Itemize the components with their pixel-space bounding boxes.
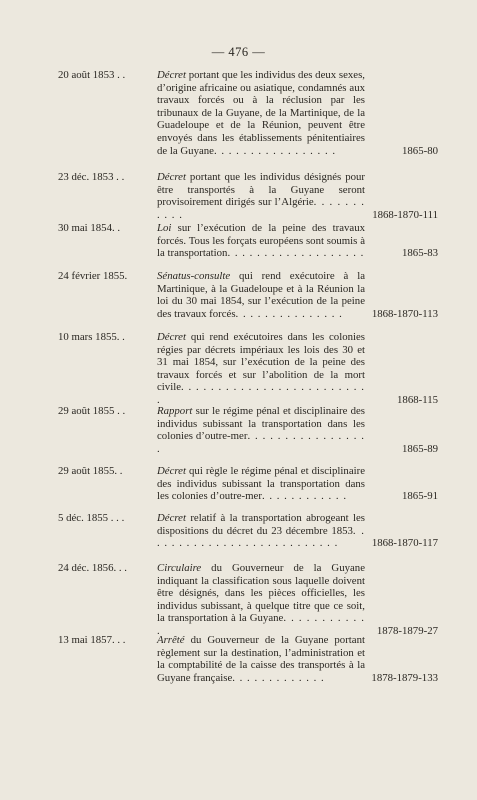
entry-5 xyxy=(58,331,438,407)
entry-date: 20 août 1853 . . xyxy=(58,69,126,81)
entry-8 xyxy=(58,512,438,550)
entry-text: du Gouverneur de la Guyane indiquant la classification sous laquelle doivent être désignés, dans les pièces officielles, les individus subissant, à quelque titre que ce soit, la transportation à la Guyane xyxy=(157,562,365,625)
entry-reference: 1865-89 xyxy=(402,442,438,455)
leader-dots: . . . . . . . . . . . . . . . xyxy=(235,307,343,320)
entry-body xyxy=(157,405,365,455)
entry-date: 29 août 1855. . xyxy=(58,465,123,477)
entry-2 xyxy=(58,171,438,221)
entry-date: 29 août 1855 . . xyxy=(58,405,126,417)
entry-date: 30 mai 1854. . xyxy=(58,222,121,234)
leader-dots: . . . . . . . . . . . . . . . . . . . . . . . . . . . xyxy=(157,524,365,550)
entry-1 xyxy=(58,69,438,157)
entry-body xyxy=(157,69,365,157)
entry-kind: Décret xyxy=(157,331,186,343)
entry-9 xyxy=(58,562,438,638)
entry-text: sur l’exécution de la peine des travaux forcés. Tous les forçats européens sont soumis à la transportation xyxy=(157,222,365,260)
entry-body xyxy=(157,222,365,260)
entry-text: du Gouverneur de la Guyane portant règlement sur la destination, l’administration et la comptabilité de la caisse des transportés à la Guyane française xyxy=(157,634,365,684)
leader-dots: . . . . . . . . . . . . xyxy=(157,612,366,637)
entry-7 xyxy=(58,465,438,503)
entry-kind: Circulaire xyxy=(157,562,202,574)
entry-date: 10 mars 1855. . xyxy=(58,331,125,343)
entry-body xyxy=(157,512,365,550)
entry-kind: Décret xyxy=(157,69,186,81)
entry-reference: 1865-91 xyxy=(402,490,438,503)
entry-date: 24 février 1855. xyxy=(58,270,128,282)
entry-kind: Décret xyxy=(157,465,186,477)
entry-date: 13 mai 1857. . . xyxy=(58,634,126,646)
entry-body xyxy=(157,562,365,638)
entry-reference: 1865-83 xyxy=(402,247,438,260)
entry-body xyxy=(157,171,365,221)
entry-reference: 1868-115 xyxy=(397,393,438,406)
entry-kind: Décret xyxy=(157,512,186,524)
entry-body xyxy=(157,465,365,503)
entry-date: 24 déc. 1856. . . xyxy=(58,562,127,574)
entry-body xyxy=(157,634,365,684)
entry-text: qui règle le régime pénal et disciplinaire des individus subissant la transportation dans les colonies d’outre-mer xyxy=(157,465,365,503)
entry-text: portant que les individus désignés pour être transportés à la Guyane seront provisoirement dirigés sur l’Algérie xyxy=(157,171,365,209)
leader-dots: . . . . . . . . . . . . . . . . . xyxy=(157,430,365,455)
entry-10 xyxy=(58,634,438,684)
entry-kind: Loi xyxy=(157,222,172,234)
leader-dots: . . . . . . . . . . . . . . . . . . . . . . . . . . xyxy=(157,381,365,406)
entry-kind: Arrêté xyxy=(157,634,185,646)
entry-text: sur le régime pénal et disciplinaire des individus subissant la transportation dans les colonies d’outre-mer xyxy=(157,405,365,443)
entry-kind: Rapport xyxy=(157,405,193,417)
leader-dots: . . . . . . . . . . . . . . . . . . . xyxy=(227,247,365,260)
entry-reference: 1868-1870-111 xyxy=(372,208,438,221)
entry-body xyxy=(157,331,365,407)
leader-dots: . . . . . . . . . . . . . xyxy=(232,671,325,684)
entry-text: qui rend exécutoire à la Martinique, à la Guadeloupe et à la Réunion la loi du 30 mai 1854, sur l’exécution de la peine des travaux forcés xyxy=(157,270,365,320)
entry-text: relatif à la transportation abrogeant les dispositions du décret du 23 décembre 1853 xyxy=(157,512,365,537)
leader-dots: . . . . . . . . . . . . xyxy=(261,490,348,503)
entry-reference: 1878-1879-133 xyxy=(371,671,438,684)
entry-date: 5 déc. 1855 . . . xyxy=(58,512,125,524)
entry-text: portant que les individus des deux sexes, d’origine africaine ou asiatique, condamnés aux travaux forcés ou à la réclusion par les tribunaux de la Guyane, de la Martinique, de la Guadeloupe et de la Réunion, peuvent être envoyés dans les établissements pénitentiaires de la Guyane xyxy=(157,69,365,157)
entry-4 xyxy=(58,270,438,320)
leader-dots: . . . . . . . . . . . . . . . . . xyxy=(213,144,337,157)
entry-kind: Sénatus-consulte xyxy=(157,270,231,282)
entry-reference: 1868-1870-117 xyxy=(371,537,438,550)
entry-reference: 1865-80 xyxy=(402,144,438,157)
entry-3 xyxy=(58,222,438,260)
entry-reference: 1868-1870-113 xyxy=(371,307,438,320)
leader-dots: . . . . . . . . . . . xyxy=(157,196,366,221)
page-number: — 476 — xyxy=(211,45,266,59)
entry-text: qui rend exécutoires dans les colonies régies par décrets impériaux les lois des 30 et 31 mai 1854, sur l’exécution de la peine des travaux forcés et sur l’abolition de la mort civile xyxy=(157,331,365,394)
entry-6 xyxy=(58,405,438,455)
entry-date: 23 déc. 1853 . . xyxy=(58,171,125,183)
entry-body xyxy=(157,270,365,320)
entry-reference: 1878-1879-27 xyxy=(376,624,438,637)
entry-kind: Décret xyxy=(157,171,186,183)
